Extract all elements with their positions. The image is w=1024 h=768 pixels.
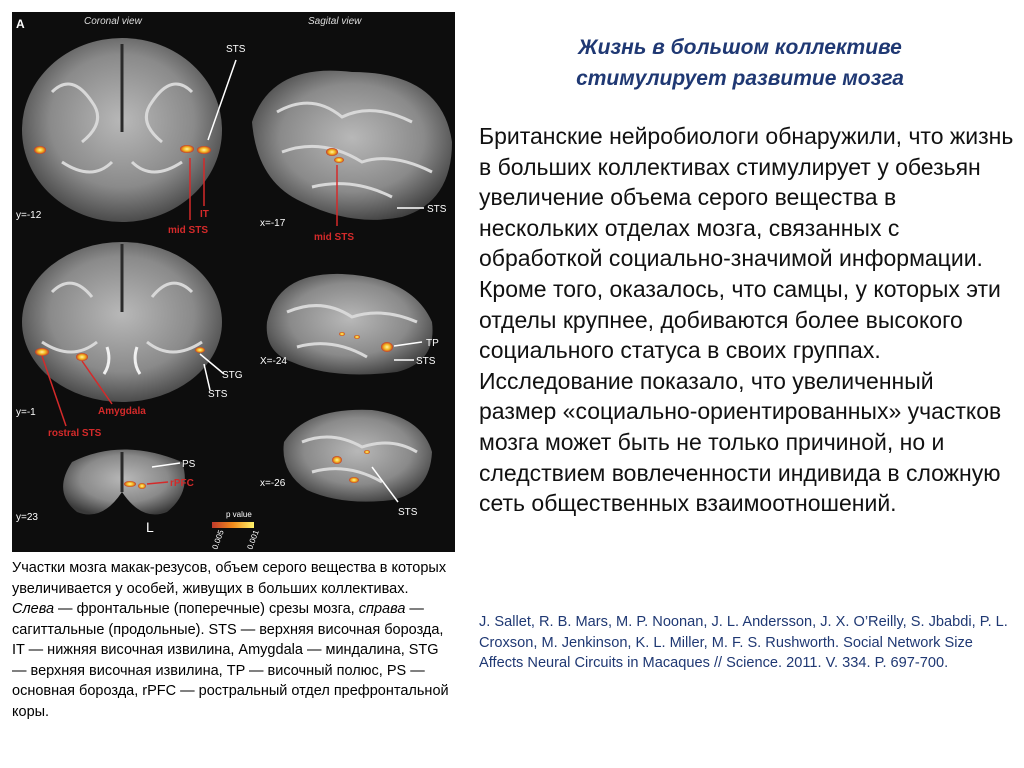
label-ps: PS — [182, 459, 196, 470]
label-mid-sts-left: mid STS — [168, 225, 209, 236]
label-sts-s2: STS — [416, 356, 436, 367]
label-l-mark: L — [146, 519, 154, 535]
coord-label-c1: y=-12 — [16, 210, 42, 221]
label-sts-c2: STS — [208, 389, 228, 400]
label-sts-top: STS — [226, 44, 246, 55]
caption-part-1: Участки мозга макак-резусов, объем серого вещества в которых увеличивается у особей, живущих в больших коллективах. — [12, 560, 447, 597]
activation-blob — [34, 146, 46, 154]
sagittal-slice-1 — [252, 71, 452, 220]
brain-mri-svg — [12, 12, 455, 552]
activation-blob — [195, 347, 205, 353]
citation-reference: J. Sallet, R. B. Mars, M. P. Noonan, J. L. Andersson, J. X. O’Reilly, S. Jbabdi, P. L. Croxson, M. Jenkinson, K. L. Miller, M. F. S. Rushworth. Social Network Size Affects Neural Circuits in Macaques // Science. 2011. V. 334. P. 697-700. — [479, 614, 1008, 671]
label-stg: STG — [222, 370, 243, 381]
coord-label-c3: y=23 — [16, 512, 38, 523]
activation-blob — [326, 148, 338, 156]
sagittal-slice-3 — [283, 410, 432, 502]
activation-blob — [180, 145, 194, 153]
coord-label-s1: x=-17 — [260, 218, 286, 229]
panel-letter: A — [16, 17, 25, 31]
coord-label-s3: x=-26 — [260, 478, 286, 489]
label-rpfc: rPFC — [170, 478, 194, 489]
coord-label-s2: X=-24 — [260, 356, 287, 367]
page-title: Жизнь в большом коллективе стимулирует развитие мозга — [576, 36, 904, 90]
colorbar — [210, 510, 260, 551]
coronal-slice-2 — [22, 242, 222, 402]
activation-blob — [334, 157, 344, 163]
figure-caption — [12, 558, 452, 722]
activation-blob — [339, 332, 345, 336]
brain-mri-figure — [12, 12, 455, 552]
label-rostral-sts: rostral STS — [48, 428, 102, 439]
colorbar-tick-high: 0.001 — [245, 528, 261, 551]
main-paragraph: Британские нейробиологи обнаружили, что жизнь в больших коллективах стимулирует у обезьян увеличение объема серого вещества в нескольких отделах мозга, связанных с обработкой социально-значимой информации. Кроме того, оказалось, что самцы, у которых эти отделы крупнее, добиваются более высокого социального статуса в своих группах. Исследование показало, что увеличенный размер «социально-ориентированных» участков мозга может быть не только причиной, но и следствием вовлеченности индивида в сложную сеть общественных взаимоотношений. — [479, 123, 1014, 517]
activation-blob — [332, 456, 342, 464]
caption-part-2: — фронтальные (поперечные) срезы мозга, — [54, 601, 359, 617]
caption-part-3: — сагиттальные (продольные). STS — верхняя височная борозда, IT — нижняя височная извилина, Amygdala — миндалина, STG — верхняя височная извилина, TP — височный полюс, PS — основная борозда, rPFC — ростральный отдел префронтальной коры. — [12, 601, 449, 720]
activation-blob — [381, 342, 393, 352]
caption-left-word: Слева — [12, 601, 55, 617]
activation-blob — [197, 146, 211, 154]
label-mid-sts-right: mid STS — [314, 232, 355, 243]
activation-blob — [124, 481, 136, 487]
colorbar-tick-low: 0.005 — [210, 528, 226, 551]
colorbar-title: p value — [226, 510, 252, 519]
activation-blob — [354, 335, 360, 339]
coronal-view-label: Coronal view — [84, 16, 142, 27]
activation-blob — [76, 353, 88, 361]
coronal-slice-1 — [22, 38, 222, 222]
activation-blob — [364, 450, 370, 454]
coord-label-c2: y=-1 — [16, 407, 36, 418]
caption-right-word: справа — [358, 601, 406, 617]
label-it: IT — [200, 209, 209, 220]
label-sts-s1: STS — [427, 204, 447, 215]
label-tp: TP — [426, 338, 439, 349]
activation-blob — [138, 483, 146, 489]
label-amygdala: Amygdala — [98, 406, 146, 417]
activation-blob — [349, 477, 359, 483]
activation-blob — [35, 348, 49, 356]
label-sts-s3: STS — [398, 507, 418, 518]
sagittal-view-label: Sagital view — [308, 16, 362, 27]
